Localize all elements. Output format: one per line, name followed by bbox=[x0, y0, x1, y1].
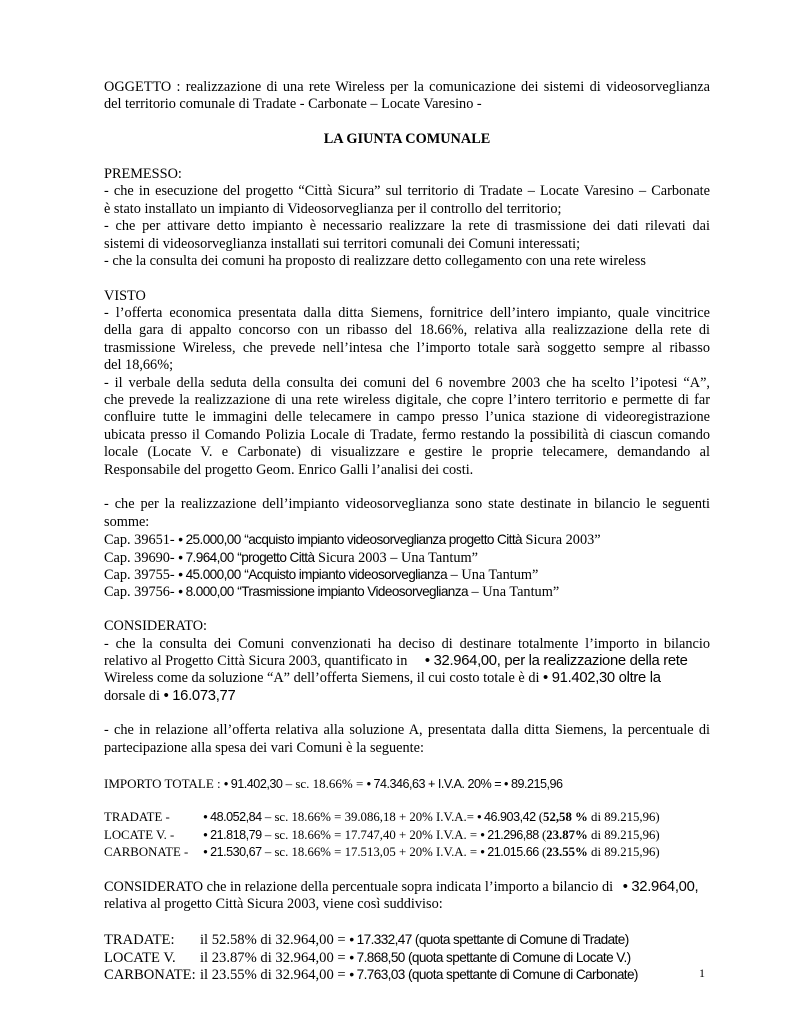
comune-name: TRADATE - bbox=[104, 810, 170, 825]
suddivisione-comune: LOCATE V. bbox=[104, 949, 176, 966]
suddivisione-value: • 7.763,03 (quota spettante di Comune di Carbonate) bbox=[349, 966, 638, 982]
considerato-line-4 bbox=[104, 688, 710, 705]
cap-amount: • 8.000,00 bbox=[178, 584, 234, 600]
considerato-label: CONSIDERATO: bbox=[104, 618, 208, 635]
suddivisione-comune: TRADATE: bbox=[104, 932, 175, 949]
considerato-line-3-amount: • 91.402,30 oltre la bbox=[543, 670, 661, 687]
visto-line-1: - l’offerta economica presentata dalla ditta Siemens, fornitrice dell’intero impianto, quale vincitrice bbox=[104, 305, 710, 322]
cap-desc: “Trasmissione impianto Videosorveglianza bbox=[237, 584, 468, 600]
page-number: 1 bbox=[699, 966, 705, 980]
comune-name: LOCATE V. - bbox=[104, 827, 175, 842]
importo-total: • 74.346,63 + I.V.A. 20% = • 89.215,96 bbox=[366, 776, 563, 791]
importo-discount: – sc. 18.66% = bbox=[282, 775, 367, 791]
visto-line-10: Responsabile del progetto Geom. Enrico Galli l’analisi dei costi. bbox=[104, 461, 474, 478]
cap-number: Cap. 39755- bbox=[104, 566, 175, 583]
considerato-line-2 bbox=[104, 653, 710, 670]
cap-desc: “progetto Città bbox=[237, 549, 315, 565]
comune-percent: 23.87% bbox=[546, 827, 588, 842]
bilancio-intro-1: - che per la realizzazione dell’impianto videosorveglianza sono state destinate in bilancio le seguenti bbox=[104, 496, 710, 513]
comune-importo: • 21.818,79 bbox=[203, 827, 262, 842]
suddivisione-comune: CARBONATE: bbox=[104, 966, 196, 983]
document-page bbox=[104, 79, 710, 983]
comune-total: • 21.296,88 bbox=[480, 827, 539, 842]
importo-totale bbox=[104, 775, 710, 792]
cap-row bbox=[104, 583, 710, 600]
comune-percent: 23.55% bbox=[546, 845, 588, 860]
ripartizione-row: TRADATE - • 48.052,84 – sc. 18.66% = 39.086,18 + 20% I.V.A.= • 46.903,42 (52,58 % di 89.215,96) bbox=[104, 809, 710, 826]
cap-amount: • 45.000,00 bbox=[178, 566, 241, 582]
visto-line-3: trasmissione Wireless, che prevede nell’intesa che l’importo totale sarà soggetto sempre al ribasso bbox=[104, 339, 710, 356]
comune-percent: 52,58 % bbox=[543, 810, 588, 825]
visto-line-5: - il verbale della seduta della consulta dei comuni del 6 novembre 2003 che ha scelto l’ipotesi “A”, bbox=[104, 374, 710, 391]
considerato-line-3 bbox=[104, 670, 710, 687]
visto-line-7: confluire tutte le immagini delle telecamere in campo presso l’unica stazione di videoregistrazione bbox=[104, 409, 710, 426]
considerato-line-3-text: Wireless come da soluzione “A” dell’offerta Siemens, il cui costo totale è di bbox=[104, 670, 540, 687]
comune-total: • 46.903,42 bbox=[477, 810, 536, 825]
suddivisione-value: • 7.868,50 (quota spettante di Comune di Locate V.) bbox=[349, 949, 631, 965]
visto-line-6: che prevede la realizzazione di una rete wireless digitale, che copre l’intero territorio e permette di far bbox=[104, 392, 710, 409]
suddivisione-calc: il 52.58% di 32.964,00 = bbox=[200, 932, 350, 949]
considerato2-line-2: relativa al progetto Città Sicura 2003, viene così suddiviso: bbox=[104, 896, 443, 913]
oggetto-line-1: OGGETTO : realizzazione di una rete Wireless per la comunicazione dei sistemi di videosorveglianza bbox=[104, 79, 710, 95]
premesso-line-3: - che per attivare detto impianto è necessario realizzare la rete di trasmissione dei dati rilevati dai bbox=[104, 218, 710, 235]
ripartizione-row: CARBONATE - • 21.530,67 – sc. 18.66% = 17.513,05 + 20% I.V.A. = • 21.015.66 (23.55% di 89.215,96) bbox=[104, 844, 710, 861]
considerato2-line-1 bbox=[104, 879, 710, 896]
visto-line-8: ubicata presso il Comando Polizia Locale di Tradate, fermo restando la possibilità di ciascun comando bbox=[104, 426, 710, 443]
considerato2-label: CONSIDERATO bbox=[104, 878, 204, 895]
cap-amount: • 25.000,00 bbox=[178, 532, 241, 548]
considerato-line-4-amount: • 16.073,77 bbox=[163, 687, 236, 704]
premesso-line-1: - che in esecuzione del progetto “Città Sicura” sul territorio di Tradate – Locate Varesino – Carbonate bbox=[104, 183, 710, 200]
cap-row bbox=[104, 531, 710, 548]
cap-row bbox=[104, 566, 710, 583]
visto-line-2: della gara di appalto concorso con un ribasso del 18.66%, relativa alla realizzazione della rete di bbox=[104, 322, 710, 339]
considerato2-amount: • 32.964,00, bbox=[622, 878, 699, 895]
considerato-line-6: partecipazione alla spesa dei vari Comuni è la seguente: bbox=[104, 739, 424, 756]
cap-desc-tail: Sicura 2003” bbox=[521, 532, 601, 549]
cap-number: Cap. 39651- bbox=[104, 532, 175, 549]
comune-tail: di 89.215,96) bbox=[587, 810, 660, 825]
visto-line-9: locale (Locate V. e Carbonate) di visualizzare e gestire le proprie telecamere, demandando al bbox=[104, 444, 710, 461]
comune-calc: – sc. 18.66% = 17.513,05 + 20% I.V.A. = bbox=[261, 845, 481, 860]
ripartizione-table bbox=[104, 809, 710, 861]
importo-label: IMPORTO TOTALE : bbox=[104, 775, 221, 791]
suddivisione-row bbox=[104, 949, 710, 966]
bilancio-intro-2: somme: bbox=[104, 513, 150, 530]
cap-desc-tail: – Una Tantum” bbox=[467, 584, 560, 601]
premesso-line-5: - che la consulta dei comuni ha proposto di realizzare detto collegamento con una rete wireless bbox=[104, 252, 646, 269]
comune-tail: di 89.215,96) bbox=[587, 845, 660, 860]
comune-importo: • 48.052,84 bbox=[203, 810, 262, 825]
cap-number: Cap. 39690- bbox=[104, 549, 175, 566]
cap-number: Cap. 39756- bbox=[104, 584, 175, 601]
cap-amount: • 7.964,00 bbox=[178, 549, 234, 565]
comune-tail: di 89.215,96) bbox=[587, 827, 660, 842]
premesso-line-4: sistemi di videosorveglianza installati sui territori comunali dei Comuni interessati; bbox=[104, 235, 581, 252]
considerato-line-2-amount: • 32.964,00, per la realizzazione della rete bbox=[424, 652, 688, 669]
comune-total: • 21.015.66 bbox=[480, 845, 539, 860]
suddivisione-row bbox=[104, 966, 710, 983]
considerato-line-1: - che la consulta dei Comuni convenzionati ha deciso di destinare totalmente l’importo in bilancio bbox=[104, 635, 710, 652]
suddivisione-row bbox=[104, 931, 710, 948]
comune-importo: • 21.530,67 bbox=[203, 845, 262, 860]
cap-desc-tail: – Una Tantum” bbox=[447, 566, 539, 583]
cap-desc: “acquisto impianto videosorveglianza progetto Città bbox=[244, 532, 522, 548]
suddivisione-calc: il 23.55% di 32.964,00 = bbox=[200, 966, 350, 983]
considerato-line-4-text: dorsale di bbox=[104, 687, 160, 704]
comune-calc: – sc. 18.66% = 17.747,40 + 20% I.V.A. = bbox=[261, 827, 481, 842]
suddivisione-calc: il 23.87% di 32.964,00 = bbox=[200, 949, 350, 966]
visto-line-4: del 18,66%; bbox=[104, 357, 174, 374]
considerato-line-2-text: relativo al Progetto Città Sicura 2003, quantificato in bbox=[104, 652, 408, 669]
oggetto-line-2: del territorio comunale di Tradate - Carbonate – Locate Varesino - bbox=[104, 96, 482, 113]
considerato2-text: che in relazione della percentuale sopra indicata l’importo a bilancio di bbox=[203, 878, 614, 895]
premesso-line-2: è stato installato un impianto di Videosorveglianza per il controllo del territorio; bbox=[104, 200, 562, 217]
cap-row bbox=[104, 549, 710, 566]
importo-amount: • 91.402,30 bbox=[223, 776, 283, 791]
comune-calc: – sc. 18.66% = 39.086,18 + 20% I.V.A.= bbox=[261, 810, 478, 825]
premesso-label: PREMESSO: bbox=[104, 165, 182, 182]
visto-label: VISTO bbox=[104, 287, 146, 304]
cap-desc-tail: Sicura 2003 – Una Tantum” bbox=[314, 549, 478, 566]
considerato-line-5: - che in relazione all’offerta relativa alla soluzione A, presentata dalla ditta Siemens, la percentuale di bbox=[104, 722, 710, 739]
ripartizione-row: LOCATE V. - • 21.818,79 – sc. 18.66% = 17.747,40 + 20% I.V.A. = • 21.296,88 (23.87% di 89.215,96) bbox=[104, 827, 710, 844]
cap-desc: “Acquisto impianto videosorveglianza bbox=[244, 566, 448, 582]
suddivisione-table bbox=[104, 931, 710, 983]
heading: LA GIUNTA COMUNALE bbox=[323, 131, 491, 148]
comune-name: CARBONATE - bbox=[104, 845, 189, 860]
suddivisione-value: • 17.332,47 (quota spettante di Comune di Tradate) bbox=[349, 932, 629, 948]
